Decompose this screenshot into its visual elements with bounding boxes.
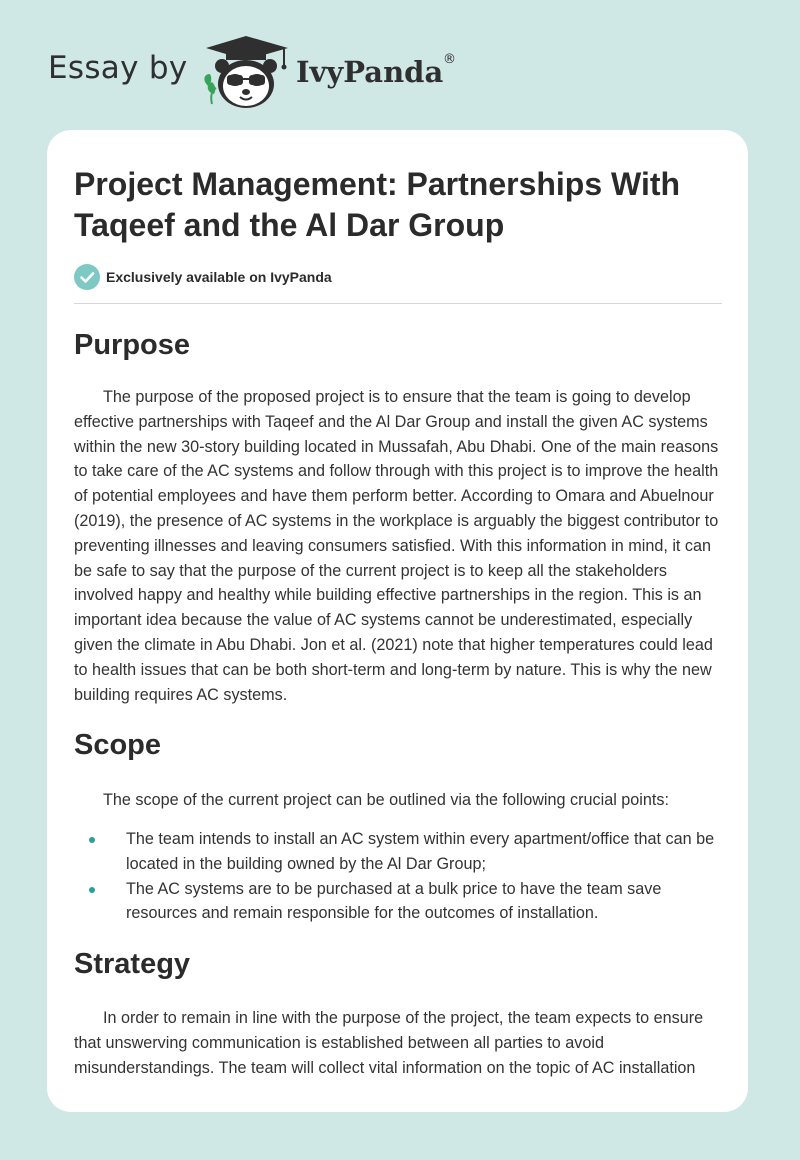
page-title: Project Management: Partnerships With Taqeef and the Al Dar Group xyxy=(74,166,681,243)
brand-name[interactable]: IvyPanda xyxy=(296,55,444,89)
section-heading-purpose: Purpose xyxy=(74,329,191,361)
brand-prefix: Essay by xyxy=(48,50,188,86)
bullet-dot-icon xyxy=(89,887,95,893)
check-circle-icon xyxy=(74,264,100,290)
list-item-text: The team intends to install an AC system within every apartment/office that can be located in the building owned by the Al Dar Group; xyxy=(126,830,715,873)
exclusive-badge xyxy=(74,264,332,290)
section-paragraph-strategy: In order to remain in line with the purpose of the project, the team expects to ensure that unswerving communication is established between all parties to avoid misunderstandings. The team will collect vital information on the topic of AC installation xyxy=(74,1009,704,1077)
bullet-dot-icon xyxy=(89,837,95,843)
section-paragraph-purpose: The purpose of the proposed project is to ensure that the team is going to develop effective partnerships with Taqeef and the Al Dar Group and install the given AC systems within the new 30-story building located in Mussafah, Abu Dhabi. One of the main reasons to take care of the AC systems and follow through with this project is to improve the health of potential employees and have them perform better. According to Omara and Abuelnour (2019), the presence of AC systems in the workplace is arguably the biggest contributor to preventing illnesses and leaving consumers satisfied. With this information in mind, it can be safe to say that the purpose of the current project is to keep all the stakeholders involved happy and healthy while building effective partnerships in the region. This is an important idea because the value of AC systems cannot be underestimated, especially given the climate in Abu Dhabi. Jon et al. (2021) note that higher temperatures could lead to health issues that can be both short-term and long-term by nature. This is why the new building requires AC systems. xyxy=(74,388,719,704)
list-item xyxy=(74,877,726,927)
site-header xyxy=(0,0,800,120)
panda-graduate-icon[interactable] xyxy=(200,34,292,110)
badge-text: Exclusively available on IvyPanda xyxy=(106,269,332,285)
list-item xyxy=(74,827,726,877)
list-item-text: The AC systems are to be purchased at a bulk price to have the team save resources and remain responsible for the outcomes of installation. xyxy=(126,879,662,923)
essay-card xyxy=(47,130,748,1112)
section-heading-strategy: Strategy xyxy=(74,948,191,980)
section-paragraph-scope: The scope of the current project can be outlined via the following crucial points: xyxy=(103,791,669,809)
scope-bullet-list xyxy=(74,827,726,926)
title-divider xyxy=(74,303,722,304)
section-heading-scope: Scope xyxy=(74,729,162,761)
registered-mark: ® xyxy=(443,52,456,67)
